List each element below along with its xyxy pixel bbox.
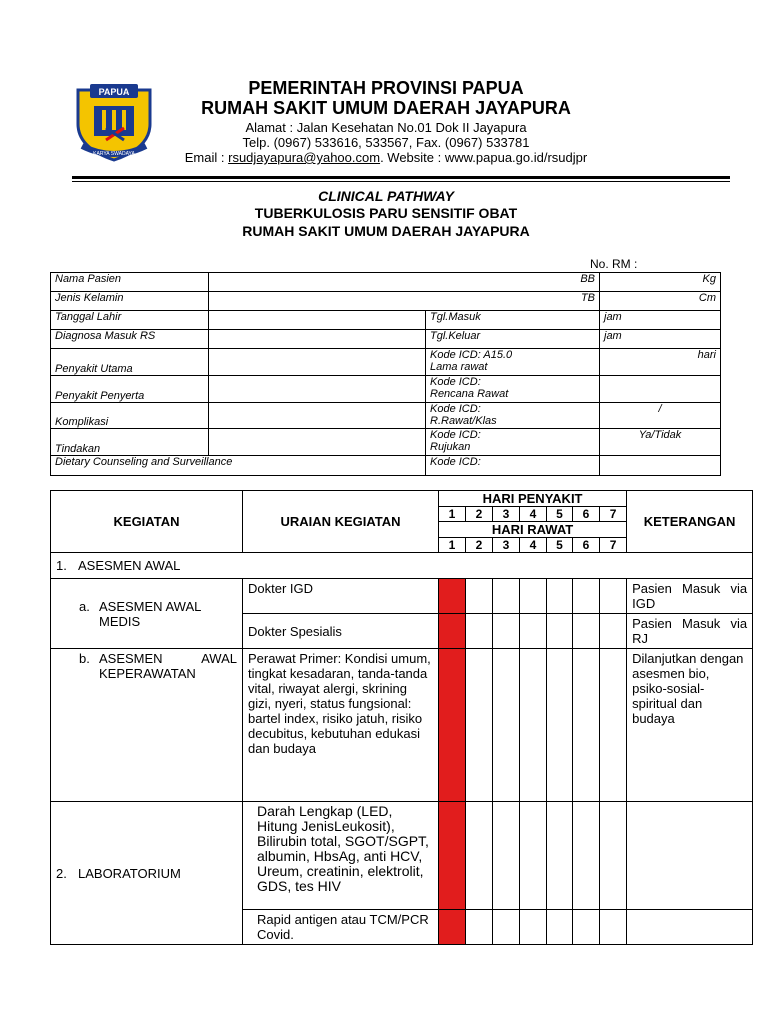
phone-line: Telp. (0967) 533616, 533567, Fax. (0967) 533781 — [242, 135, 530, 150]
svg-text:PAPUA: PAPUA — [98, 87, 130, 97]
svg-text:KARYA SWADAYA: KARYA SWADAYA — [93, 151, 135, 157]
government-title: PEMERINTAH PROVINSI PAPUA — [248, 78, 524, 98]
header-divider-thin — [72, 181, 730, 182]
col-keterangan: KETERANGAN — [627, 491, 753, 553]
email-link[interactable]: rsudjayapura@yahoo.com — [228, 150, 381, 165]
address-line: Alamat : Jalan Kesehatan No.01 Dok II Jayapura — [245, 120, 527, 135]
col-uraian: URAIAN KEGIATAN — [243, 491, 439, 553]
patient-info-table: Nama Pasien BB Kg Jenis Kelamin TB Cm Tanggal Lahir Tgl.Masuk jam Diagnosa Masuk RS Tgl.Keluar jam Penyakit Utama Kode ICD: A15.0 Lama rawat hari Penyakit Penyerta Kode ICD: Rencana Rawat Komplikasi Kode ICD: R.Rawat/Klas / Tindakan Kode ICD: Rujukan Ya/Tidak Dietary Counseling and Surveillance Kode ICD: — [50, 272, 721, 476]
item-asesmen-medis: ASESMEN AWAL MEDIS — [99, 598, 201, 629]
section-asesmen-awal: ASESMEN AWAL — [78, 558, 181, 573]
header-divider-thick — [72, 176, 730, 179]
table-row: a. ASESMEN AWAL MEDIS Dokter IGD Pasien Masuk via IGD — [51, 579, 753, 614]
table-row: Rapid antigen atau TCM/PCR Covid. — [51, 910, 753, 945]
doc-hospital: RUMAH SAKIT UMUM DAERAH JAYAPURA — [242, 223, 530, 239]
doc-title: CLINICAL PATHWAY — [318, 188, 454, 204]
day1-marker — [439, 910, 466, 945]
day1-marker — [439, 649, 466, 802]
table-row: b. ASESMEN AWAL KEPERAWATAN Perawat Primer: Kondisi umum, tingkat kesadaran, tanda-tanda vital, riwayat alergi, skrining gizi, nyeri, status fungsional: bartel index, risiko jatuh, risiko decubitus, kebutuhan edukasi dan budaya Dilanjutkan dengan asesmen bio, psiko-sosial-spiritual dan budaya — [51, 649, 753, 802]
hari-penyakit-header: HARI PENYAKIT — [439, 491, 627, 507]
doc-subtitle: TUBERKULOSIS PARU SENSITIF OBAT — [254, 205, 518, 221]
hospital-title: RUMAH SAKIT UMUM DAERAH JAYAPURA — [201, 98, 571, 118]
day1-marker — [439, 614, 466, 649]
no-rm-label: No. RM : — [590, 257, 638, 271]
clinical-pathway-table: KEGIATAN URAIAN KEGIATAN HARI PENYAKIT KETERANGAN 1 2 3 4 5 6 7 HARI RAWAT 1 2 3 4 5 6 7 1. ASESMEN AWAL a. ASESMEN AWAL MEDIS Dokter IGD Pasien Masuk via IGD Dokter Spesialis Pasien Masuk via RJ b. ASESMEN AWAL KEPERAWATAN Perawat Primer: Kondisi umum, tingkat kesadaran, tanda-tanda vital, riwayat alergi, skrining gizi, nyeri, status fungsional: bartel index, risiko jatuh, risiko decubitus, kebutuhan edukasi dan budaya Dilanjutkan dengan asesmen bio, psiko-sosial-spiritual dan budaya 2. LABORATORIUM Darah Lengkap (LED, Hitung JenisLeukosit), Bilirubin total, SGOT/SGPT, albumin, HbsAg, anti HCV, Ureum, creatinin, elektrolit, GDS, tes HIV Rapid antigen atau TCM/PCR Covid. — [50, 490, 753, 945]
day1-marker — [439, 579, 466, 614]
table-row: 1. ASESMEN AWAL — [51, 553, 753, 579]
col-kegiatan: KEGIATAN — [51, 491, 243, 553]
day1-marker — [439, 802, 466, 910]
table-row: 2. LABORATORIUM Darah Lengkap (LED, Hitung JenisLeukosit), Bilirubin total, SGOT/SGPT, albumin, HbsAg, anti HCV, Ureum, creatinin, elektrolit, GDS, tes HIV — [51, 802, 753, 910]
hari-rawat-header: HARI RAWAT — [439, 522, 627, 538]
section-laboratorium: LABORATORIUM — [78, 865, 181, 881]
table-row: Dokter Spesialis Pasien Masuk via RJ — [51, 614, 753, 649]
item-asesmen-keperawatan: ASESMEN AWAL KEPERAWATAN — [99, 651, 237, 681]
contact-line: Email : rsudjayapura@yahoo.com. Website : www.papua.go.id/rsudjpr — [184, 150, 588, 165]
